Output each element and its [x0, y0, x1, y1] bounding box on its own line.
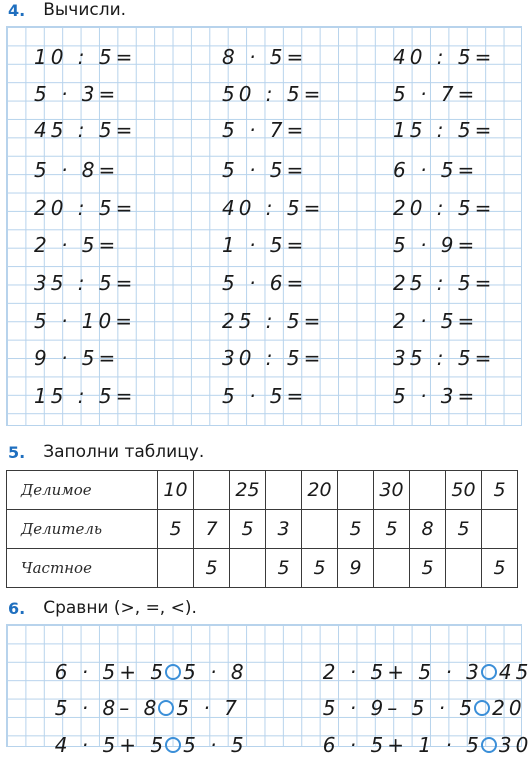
expression: 35 : 5=	[34, 271, 137, 295]
expression: 5 · 7=	[222, 118, 308, 142]
table-cell[interactable]: 5	[338, 510, 374, 549]
table-cell[interactable]	[266, 471, 302, 510]
table-cell[interactable]: 5	[482, 549, 518, 588]
expression: 40 : 5=	[393, 45, 496, 69]
table-cell[interactable]	[302, 510, 338, 549]
compare-circle-icon[interactable]	[474, 700, 490, 716]
expression: 50 : 5=	[222, 82, 325, 106]
table-cell[interactable]: 10	[158, 471, 194, 510]
expression: 5 · 9=	[393, 233, 479, 257]
table-cell[interactable]	[374, 549, 410, 588]
compare-circle-icon[interactable]	[158, 700, 174, 716]
expression: 25 : 5=	[222, 309, 325, 333]
expression: 40 : 5=	[222, 196, 325, 220]
task4-title: Вычисли.	[43, 0, 127, 20]
expression: 6 · 5=	[393, 158, 479, 182]
table-cell[interactable]: 25	[230, 471, 266, 510]
table-row-divisor	[7, 510, 518, 549]
expression: 9 · 5=	[34, 346, 120, 370]
task6-header	[8, 596, 197, 620]
table-cell[interactable]: 8	[410, 510, 446, 549]
expression: 20 : 5=	[393, 196, 496, 220]
table-cell[interactable]: 50	[446, 471, 482, 510]
comparison-right-side: 5 · 5	[183, 733, 248, 757]
expression: 5 · 8=	[34, 158, 120, 182]
table-cell[interactable]: 5	[482, 471, 518, 510]
comparison-left-side: 6 · 5+ 1 · 5	[322, 733, 483, 757]
comparison-left-3	[34, 715, 248, 755]
table-cell[interactable]: 5	[374, 510, 410, 549]
table-cell[interactable]: 5	[446, 510, 482, 549]
expression: 5 · 3=	[393, 384, 479, 408]
row-label: Делитель	[7, 510, 158, 549]
table-row-quotient	[7, 549, 518, 588]
table-cell[interactable]	[446, 549, 482, 588]
task5-title: Заполни таблицу.	[43, 442, 205, 462]
expression: 5 · 7=	[393, 82, 479, 106]
division-table	[6, 470, 518, 588]
task6-title: Сравни (>, =, <).	[43, 598, 197, 618]
comparison-right-2	[302, 678, 526, 718]
task5-number: 5.	[8, 442, 26, 462]
table-cell[interactable]: 5	[266, 549, 302, 588]
row-label: Делимое	[7, 471, 158, 510]
expression: 15 : 5=	[393, 118, 496, 142]
comparison-left-side: 6 · 5+ 5	[54, 660, 168, 684]
comparison-right-3	[302, 715, 532, 755]
table-cell[interactable]: 3	[266, 510, 302, 549]
expression: 5 · 5=	[222, 384, 308, 408]
task6-number: 6.	[8, 598, 26, 618]
comparison-left-2	[34, 678, 241, 718]
table-cell[interactable]: 9	[338, 549, 374, 588]
expression: 5 · 5=	[222, 158, 308, 182]
expression: 30 : 5=	[222, 346, 325, 370]
comparison-left-side: 5 · 9– 5 · 5	[322, 696, 477, 720]
table-cell[interactable]	[482, 510, 518, 549]
table-cell[interactable]: 5	[410, 549, 446, 588]
expression: 15 : 5=	[34, 384, 137, 408]
table-cell[interactable]	[158, 549, 194, 588]
expression: 8 · 5=	[222, 45, 308, 69]
expression: 2 · 5=	[34, 233, 120, 257]
comparison-right-side: 30	[498, 733, 532, 757]
comparison-right-1	[302, 642, 532, 682]
task4-header	[8, 0, 126, 22]
task5-header	[8, 440, 204, 464]
comparison-left-side: 2 · 5+ 5 · 3	[322, 660, 483, 684]
expression: 2 · 5=	[393, 309, 479, 333]
table-cell[interactable]: 5	[302, 549, 338, 588]
comparison-left-1	[34, 642, 248, 682]
table-cell[interactable]	[410, 471, 446, 510]
comparison-right-side: 45	[498, 660, 532, 684]
expression: 5 · 3=	[34, 82, 120, 106]
table-cell[interactable]: 5	[194, 549, 230, 588]
table-cell[interactable]: 5	[158, 510, 194, 549]
table-cell[interactable]: 7	[194, 510, 230, 549]
row-label: Частное	[7, 549, 158, 588]
comparison-right-side: 20	[492, 696, 526, 720]
expression: 5 · 10=	[34, 309, 137, 333]
expression: 45 : 5=	[34, 118, 137, 142]
table-cell[interactable]: 5	[230, 510, 266, 549]
compare-circle-icon[interactable]	[481, 737, 497, 753]
table-cell[interactable]: 30	[374, 471, 410, 510]
expression: 35 : 5=	[393, 346, 496, 370]
table-row-dividend	[7, 471, 518, 510]
expression: 1 · 5=	[222, 233, 308, 257]
table-cell[interactable]	[338, 471, 374, 510]
table-cell[interactable]: 20	[302, 471, 338, 510]
table-cell[interactable]	[230, 549, 266, 588]
table-cell[interactable]	[194, 471, 230, 510]
comparison-left-side: 5 · 8– 8	[54, 696, 161, 720]
expression: 25 : 5=	[393, 271, 496, 295]
compare-circle-icon[interactable]	[165, 737, 181, 753]
comparison-right-side: 5 · 8	[183, 660, 248, 684]
comparison-left-side: 4 · 5+ 5	[54, 733, 168, 757]
expression: 10 : 5=	[34, 45, 137, 69]
task4-number: 4.	[8, 0, 26, 20]
expression: 20 : 5=	[34, 196, 137, 220]
comparison-right-side: 5 · 7	[176, 696, 241, 720]
expression: 5 · 6=	[222, 271, 308, 295]
